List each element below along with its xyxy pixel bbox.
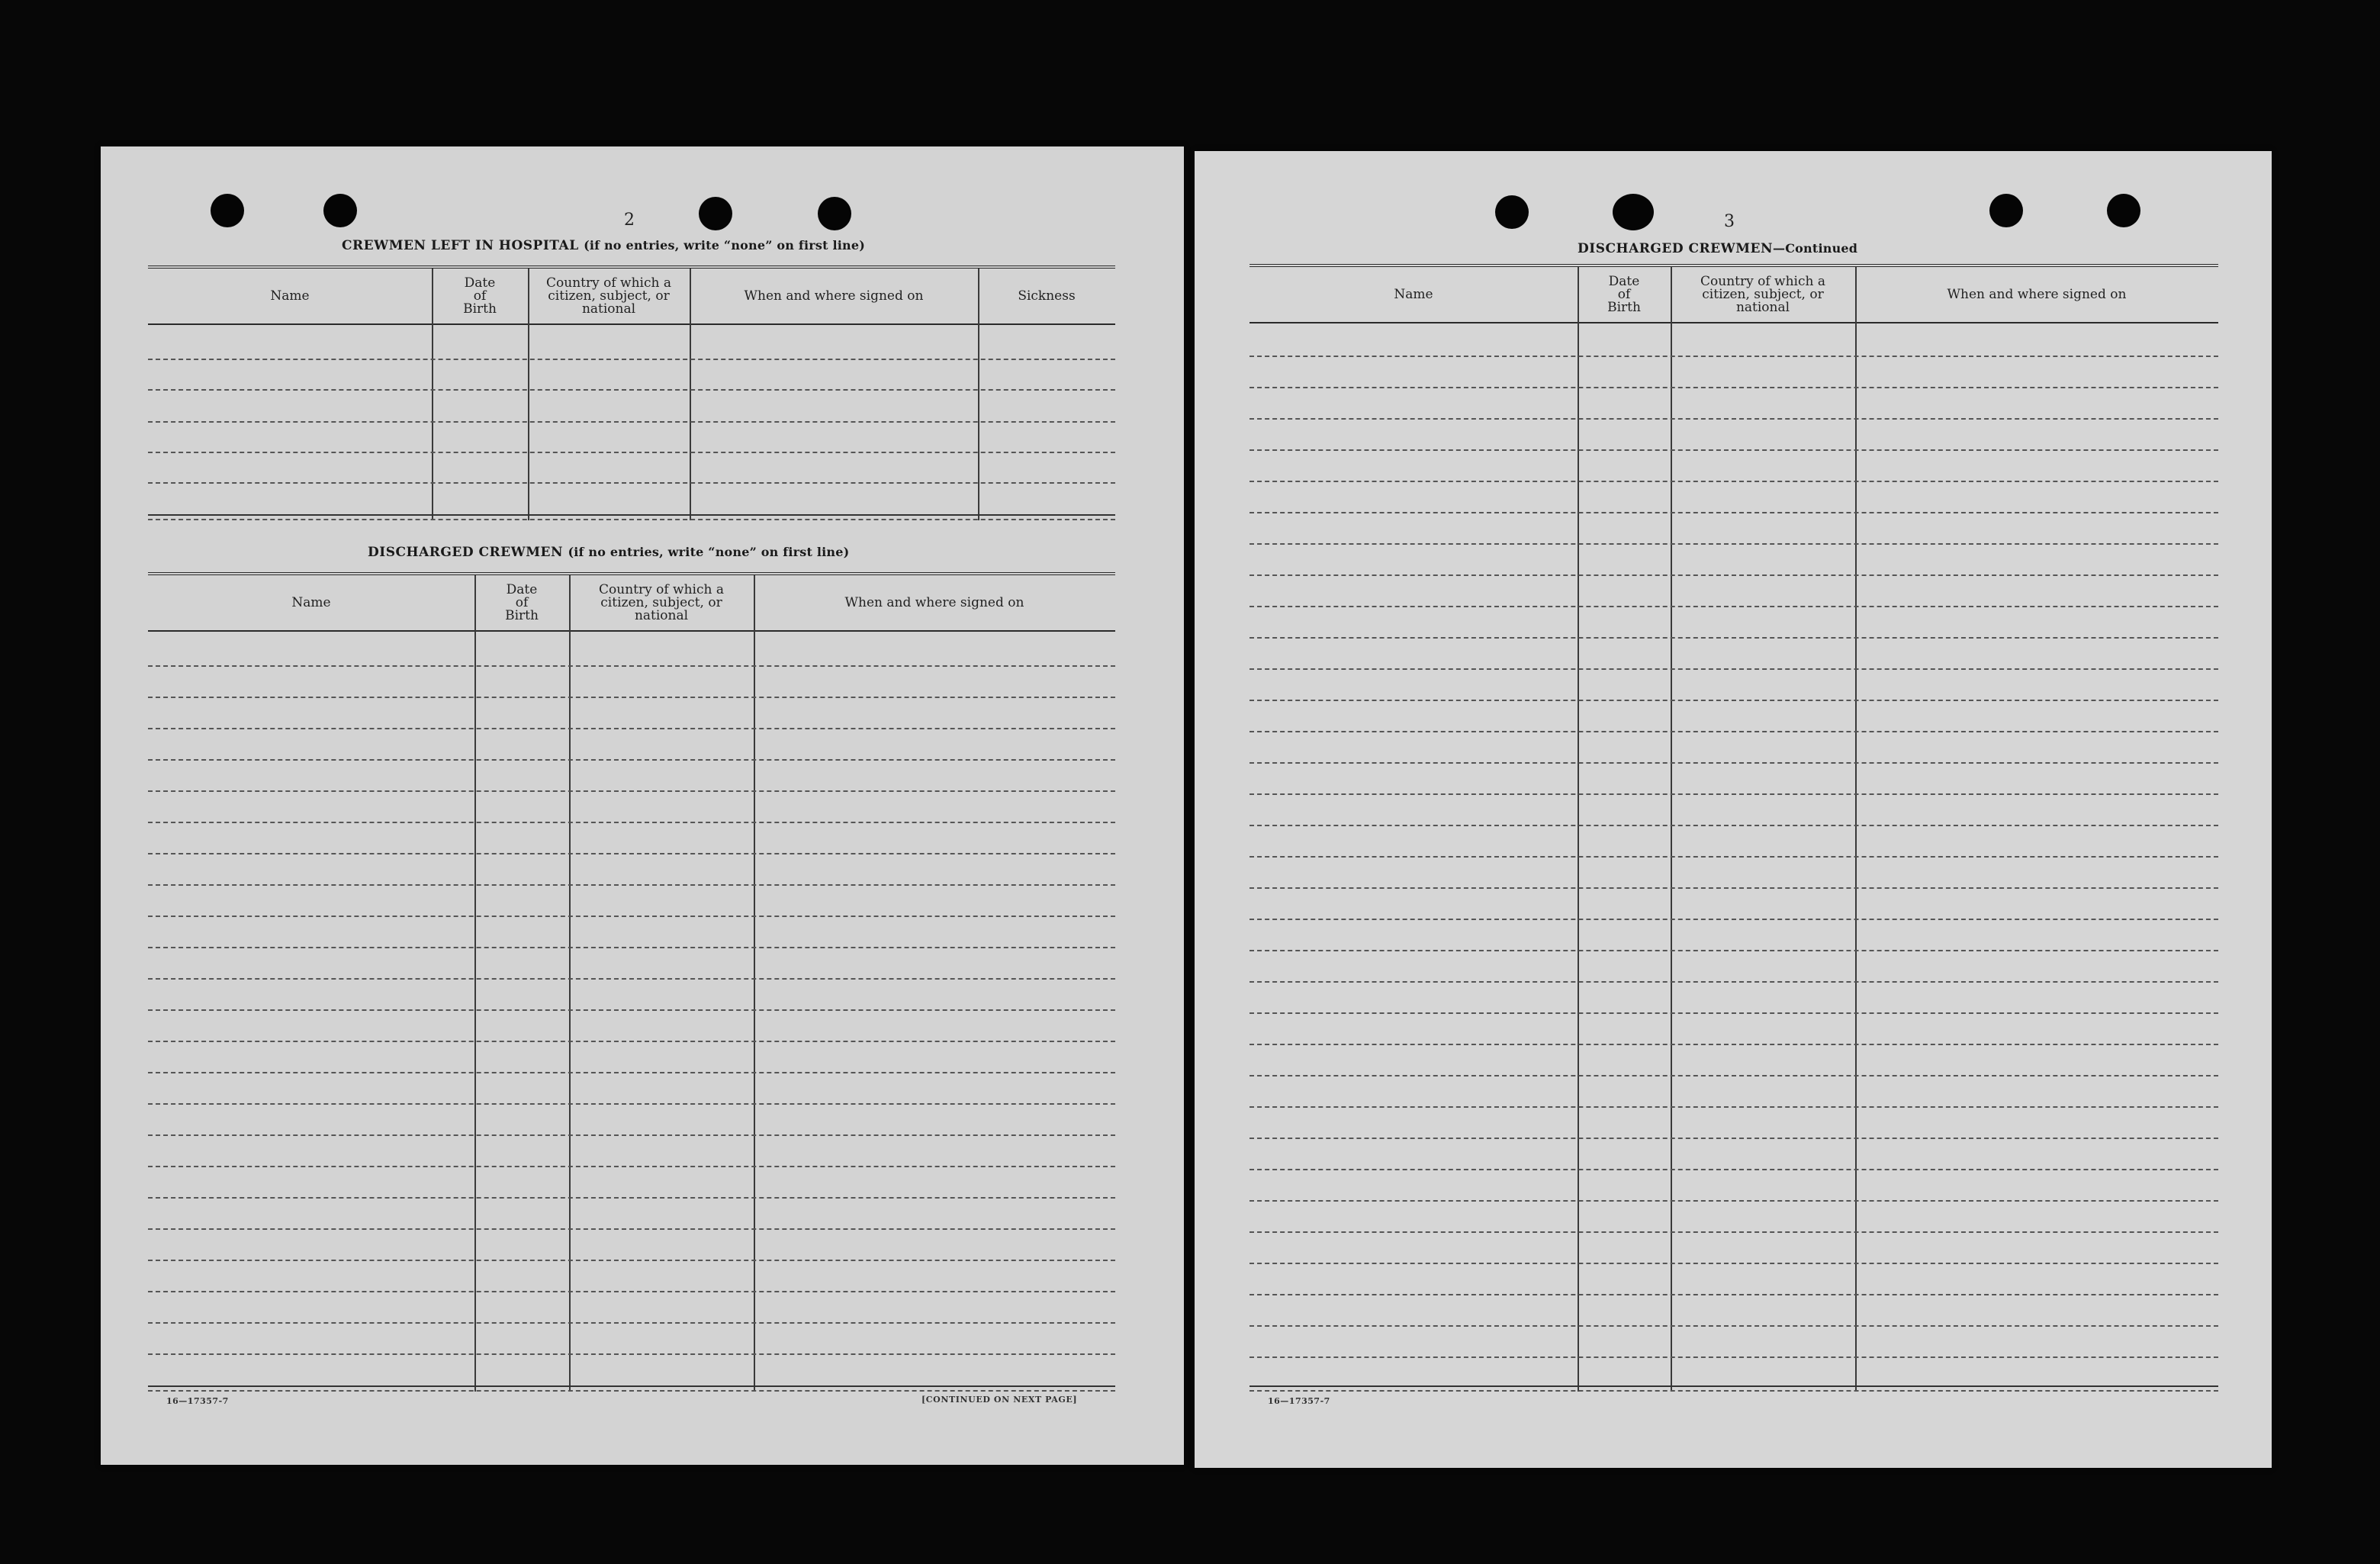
hospital-title-note: (if no entries, write “none” on first line) <box>584 238 865 253</box>
punch-hole-icon <box>1989 194 2023 227</box>
discharged-continued-title <box>1578 241 1857 256</box>
punch-hole-icon <box>323 194 357 227</box>
table-row <box>148 665 1115 667</box>
table-row <box>1250 418 2218 420</box>
hospital-section-title <box>342 238 865 253</box>
page-number: 2 <box>624 211 635 230</box>
punch-hole-icon <box>1613 194 1654 230</box>
table-row <box>148 1041 1115 1042</box>
table-row <box>1250 637 2218 639</box>
table-row <box>148 1009 1115 1011</box>
column-header-date-of-birth <box>474 575 569 630</box>
column-header-country <box>1671 267 1855 322</box>
column-header-name: Name <box>270 288 310 304</box>
continued-suffix: —Continued <box>1773 241 1858 256</box>
table-row <box>148 884 1115 886</box>
right-page <box>1195 151 2272 1468</box>
table-row <box>148 1228 1115 1230</box>
table-row <box>1250 1106 2218 1108</box>
table-row <box>148 359 1115 360</box>
table-row <box>1250 919 2218 920</box>
page-number: 3 <box>1724 212 1735 231</box>
table-row <box>148 1072 1115 1073</box>
table-row <box>1250 387 2218 388</box>
column-header-date-of-birth <box>1578 267 1671 322</box>
column-divider <box>1855 267 1857 1392</box>
discharged-title-text: DISCHARGED CREWMEN <box>368 545 564 560</box>
table-row <box>148 728 1115 729</box>
discharged-continued-table <box>1250 264 2218 1392</box>
table-row <box>1250 950 2218 951</box>
table-row <box>1250 856 2218 858</box>
table-row <box>1250 887 2218 889</box>
table-row <box>148 1260 1115 1261</box>
table-row <box>1250 449 2218 451</box>
table-row <box>1250 543 2218 545</box>
table-row <box>1250 606 2218 607</box>
table-header <box>148 575 1115 632</box>
table-row <box>1250 1138 2218 1139</box>
table-row <box>1250 1012 2218 1014</box>
column-header-country-text: Country of which a citizen, subject, or national <box>546 275 671 317</box>
column-header-name: Name <box>1394 287 1433 302</box>
table-row <box>148 1103 1115 1105</box>
table-row <box>1250 481 2218 482</box>
table-row <box>148 452 1115 453</box>
table-row <box>1250 1263 2218 1264</box>
table-row <box>1250 668 2218 670</box>
table-row <box>1250 1294 2218 1295</box>
left-page <box>101 146 1184 1465</box>
table-row <box>1250 512 2218 513</box>
punch-hole-icon <box>699 197 732 230</box>
table-row <box>148 1322 1115 1324</box>
table-row <box>148 421 1115 423</box>
table-row <box>1250 1200 2218 1202</box>
table-row <box>1250 731 2218 732</box>
form-code: 16—17357-7 <box>1268 1396 1330 1406</box>
punch-hole-icon <box>211 194 244 227</box>
table-row <box>148 978 1115 980</box>
table-row <box>1250 825 2218 826</box>
discharged-title-note: (if no entries, write “none” on first line) <box>568 545 850 559</box>
table-row <box>1250 1169 2218 1170</box>
continued-note: [CONTINUED ON NEXT PAGE] <box>921 1395 1078 1405</box>
table-row <box>148 916 1115 917</box>
table-row <box>148 759 1115 761</box>
hospital-table <box>148 265 1115 520</box>
table-row <box>148 1291 1115 1292</box>
table-row <box>148 1197 1115 1199</box>
table-row <box>148 1134 1115 1136</box>
column-header-country <box>528 269 690 323</box>
discharged-continued-title-text: DISCHARGED CREWMEN <box>1578 241 1774 256</box>
table-row <box>1250 356 2218 357</box>
table-row <box>1250 574 2218 576</box>
table-row <box>148 697 1115 698</box>
column-divider <box>1671 267 1672 1392</box>
column-header-signed-on: When and where signed on <box>744 288 924 304</box>
table-row <box>1250 1231 2218 1233</box>
table-header <box>1250 267 2218 323</box>
table-row <box>148 822 1115 823</box>
table-row <box>1250 1044 2218 1045</box>
table-row <box>148 482 1115 484</box>
table-row <box>148 1353 1115 1355</box>
punch-hole-icon <box>818 197 851 230</box>
punch-hole-icon <box>2107 194 2140 227</box>
table-row <box>1250 1075 2218 1076</box>
table-bottom-rule <box>1250 1385 2218 1392</box>
table-bottom-rule <box>148 1385 1115 1392</box>
table-row <box>148 790 1115 792</box>
column-header-date-of-birth <box>432 269 528 323</box>
column-header-country <box>569 575 754 630</box>
column-header-date-of-birth-text: Date of Birth <box>505 581 539 623</box>
table-row <box>148 1166 1115 1167</box>
discharged-table <box>148 572 1115 1392</box>
table-row <box>148 853 1115 854</box>
table-row <box>1250 793 2218 795</box>
form-code: 16—17357-7 <box>166 1396 229 1406</box>
table-row <box>1250 700 2218 701</box>
discharged-section-title <box>368 545 849 560</box>
punch-hole-icon <box>1495 195 1529 229</box>
table-row <box>148 389 1115 391</box>
table-row <box>1250 1356 2218 1358</box>
column-header-date-of-birth-text: Date of Birth <box>463 275 497 317</box>
column-header-country-text: Country of which a citizen, subject, or national <box>599 581 724 623</box>
hospital-title-text: CREWMEN LEFT IN HOSPITAL <box>342 238 579 253</box>
column-header-signed-on: When and where signed on <box>1947 287 2127 302</box>
column-header-name: Name <box>291 595 331 610</box>
column-header-sickness: Sickness <box>1018 288 1076 304</box>
table-row <box>1250 1325 2218 1327</box>
column-header-country-text: Country of which a citizen, subject, or national <box>1700 273 1825 315</box>
table-bottom-rule <box>148 514 1115 520</box>
column-header-signed-on: When and where signed on <box>844 595 1024 610</box>
table-header <box>148 269 1115 325</box>
column-header-date-of-birth-text: Date of Birth <box>1607 273 1641 315</box>
table-row <box>148 947 1115 948</box>
column-divider <box>1578 267 1579 1392</box>
table-row <box>1250 762 2218 764</box>
table-row <box>1250 981 2218 983</box>
